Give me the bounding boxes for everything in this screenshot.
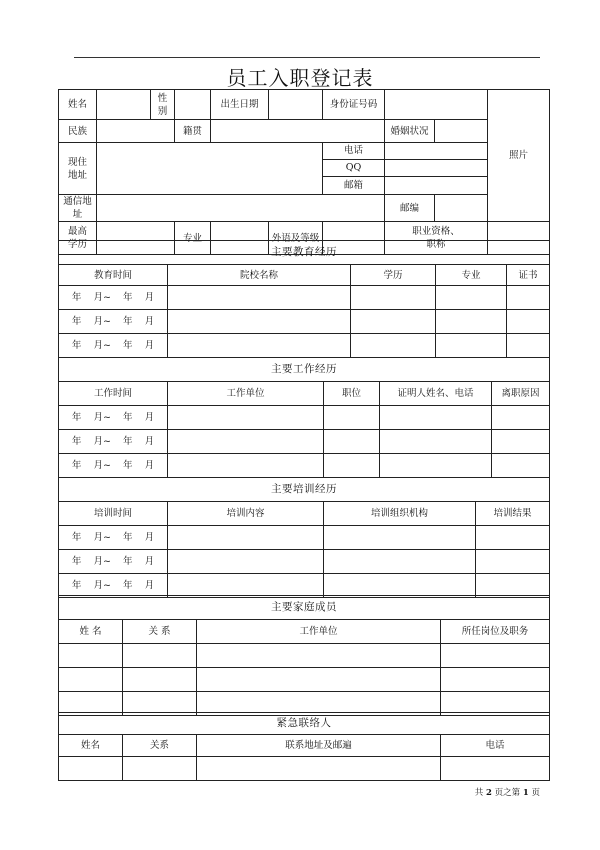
education-header-major: 专业: [436, 265, 507, 286]
date-range[interactable]: 年 月~ 年 月: [59, 550, 168, 574]
date-range[interactable]: 年 月~ 年 月: [59, 526, 168, 550]
training-org-field[interactable]: [324, 550, 476, 574]
birth-date-field[interactable]: [269, 90, 323, 120]
emergency-header-address: 联系地址及邮遍: [197, 735, 441, 757]
training-org-field[interactable]: [324, 526, 476, 550]
position-field[interactable]: [324, 430, 380, 454]
training-header-result: 培训结果: [476, 502, 550, 526]
family-position-field[interactable]: [441, 668, 550, 692]
family-header-company: 工作单位: [197, 620, 441, 644]
school-field[interactable]: [168, 310, 351, 334]
postcode-label: 邮编: [385, 195, 435, 222]
table-row: [59, 310, 550, 334]
date-range[interactable]: 年 月~ 年 月: [59, 334, 168, 358]
education-header-certificate: 证书: [507, 265, 550, 286]
page-counter: 共 2 页之第 1 页: [474, 788, 540, 798]
native-place-label: 籍贯: [175, 120, 211, 143]
degree-field[interactable]: [351, 334, 436, 358]
school-field[interactable]: [168, 334, 351, 358]
family-table: [58, 595, 550, 716]
work-title: 主要工作经历: [59, 358, 550, 382]
education-header-degree: 学历: [351, 265, 436, 286]
name-field[interactable]: [97, 90, 151, 120]
emergency-name-field[interactable]: [59, 757, 123, 781]
table-row: [59, 430, 550, 454]
ethnicity-label: 民族: [59, 120, 97, 143]
leave-reason-field[interactable]: [492, 406, 550, 430]
certificate-field[interactable]: [507, 310, 550, 334]
emergency-relation-field[interactable]: [123, 757, 197, 781]
address-field[interactable]: [97, 143, 323, 195]
personal-info-section: [58, 89, 549, 255]
table-row: [59, 286, 550, 310]
work-header-leave-reason: 离职原因: [492, 382, 550, 406]
education-header-time: 教育时间: [59, 265, 168, 286]
family-header-name: 姓 名: [59, 620, 123, 644]
marital-label: 婚姻状况: [385, 120, 435, 143]
id-number-label: 身份证号码: [323, 90, 385, 120]
qq-field[interactable]: [385, 160, 487, 177]
work-table: [58, 357, 550, 478]
table-row: [59, 334, 550, 358]
mail-address-label: 通信地址: [59, 195, 97, 222]
gender-label: 性 别: [151, 90, 175, 120]
qualification-label: 职业资格、 职称: [385, 222, 488, 255]
table-row: [59, 550, 550, 574]
date-range[interactable]: 年 月~ 年 月: [59, 454, 168, 478]
training-content-field[interactable]: [168, 550, 324, 574]
training-header-content: 培训内容: [168, 502, 324, 526]
degree-field[interactable]: [351, 286, 436, 310]
major-field[interactable]: [436, 310, 507, 334]
certificate-field[interactable]: [507, 286, 550, 310]
degree-field[interactable]: [351, 310, 436, 334]
table-row: [59, 454, 550, 478]
company-field[interactable]: [168, 406, 324, 430]
name-label: 姓名: [59, 90, 97, 120]
training-title: 主要培训经历: [59, 478, 550, 502]
education-table: [58, 240, 550, 358]
personal-info-table: [58, 89, 550, 255]
training-org-field[interactable]: [324, 574, 476, 598]
training-header-organization: 培训组织机构: [324, 502, 476, 526]
family-section: [58, 595, 549, 716]
native-place-field[interactable]: [211, 120, 385, 143]
work-header-company: 工作单位: [168, 382, 324, 406]
table-row: [59, 526, 550, 550]
id-number-field[interactable]: [385, 90, 488, 120]
table-row: [59, 644, 550, 668]
family-header-position: 所任岗位及职务: [441, 620, 550, 644]
education-title: 主要教育经历: [59, 241, 550, 265]
family-relation-field[interactable]: [123, 644, 197, 668]
education-section: [58, 240, 549, 358]
company-field[interactable]: [168, 430, 324, 454]
family-name-field[interactable]: [59, 668, 123, 692]
leave-reason-field[interactable]: [492, 430, 550, 454]
education-header-school: 院校名称: [168, 265, 351, 286]
work-header-time: 工作时间: [59, 382, 168, 406]
reference-field[interactable]: [380, 454, 492, 478]
position-field[interactable]: [324, 406, 380, 430]
photo-cell[interactable]: 照片: [488, 90, 550, 222]
reference-field[interactable]: [380, 430, 492, 454]
marital-field[interactable]: [435, 120, 488, 143]
training-table: [58, 477, 550, 598]
address-label: 现住 地址: [59, 143, 97, 195]
company-field[interactable]: [168, 454, 324, 478]
family-relation-field[interactable]: [123, 668, 197, 692]
school-field[interactable]: [168, 286, 351, 310]
training-content-field[interactable]: [168, 526, 324, 550]
work-section: [58, 357, 549, 478]
family-header-relation: 关 系: [123, 620, 197, 644]
postcode-field[interactable]: [435, 195, 488, 222]
birth-date-label: 出生日期: [211, 90, 269, 120]
major-field[interactable]: [436, 334, 507, 358]
family-company-field[interactable]: [197, 644, 441, 668]
date-range[interactable]: 年 月~ 年 月: [59, 406, 168, 430]
date-range[interactable]: 年 月~ 年 月: [59, 310, 168, 334]
qq-label: QQ: [323, 160, 384, 177]
table-row: [59, 668, 550, 692]
ethnicity-field[interactable]: [97, 120, 175, 143]
training-header-time: 培训时间: [59, 502, 168, 526]
emergency-header-name: 姓名: [59, 735, 123, 757]
leave-reason-field[interactable]: [492, 454, 550, 478]
header-rule: [74, 57, 540, 58]
training-section: [58, 477, 549, 598]
gender-field[interactable]: [175, 90, 211, 120]
table-row: [59, 574, 550, 598]
work-header-position: 职位: [324, 382, 380, 406]
emergency-address-field[interactable]: [197, 757, 441, 781]
education-label: 最高 学历: [59, 222, 97, 255]
family-name-field[interactable]: [59, 644, 123, 668]
emergency-phone-field[interactable]: [441, 757, 550, 781]
training-result-field[interactable]: [476, 574, 550, 598]
family-title: 主要家庭成员: [59, 596, 550, 620]
phone-label: 电话: [323, 143, 384, 160]
date-range[interactable]: 年 月~ 年 月: [59, 574, 168, 598]
emergency-header-relation: 关系: [123, 735, 197, 757]
training-result-field[interactable]: [476, 526, 550, 550]
major-label: 专业: [175, 222, 211, 255]
training-result-field[interactable]: [476, 550, 550, 574]
position-field[interactable]: [324, 454, 380, 478]
emergency-title: 紧急联络人: [59, 713, 550, 735]
emergency-section: [58, 712, 549, 781]
date-range[interactable]: 年 月~ 年 月: [59, 430, 168, 454]
major-field[interactable]: [436, 286, 507, 310]
table-row: [59, 406, 550, 430]
emergency-table: [58, 712, 550, 781]
family-position-field[interactable]: [441, 644, 550, 668]
phone-field[interactable]: [385, 143, 487, 160]
work-header-reference: 证明人姓名、电话: [380, 382, 492, 406]
page-title: 员工入职登记表: [226, 66, 374, 90]
table-row: [59, 757, 550, 781]
language-label: 外语及等级: [269, 222, 323, 255]
date-range[interactable]: 年 月~ 年 月: [59, 286, 168, 310]
family-company-field[interactable]: [197, 668, 441, 692]
training-content-field[interactable]: [168, 574, 324, 598]
emergency-header-phone: 电话: [441, 735, 550, 757]
reference-field[interactable]: [380, 406, 492, 430]
email-label: 邮箱: [343, 180, 363, 191]
certificate-field[interactable]: [507, 334, 550, 358]
email-field[interactable]: [385, 177, 487, 194]
mail-address-field[interactable]: [97, 195, 385, 222]
